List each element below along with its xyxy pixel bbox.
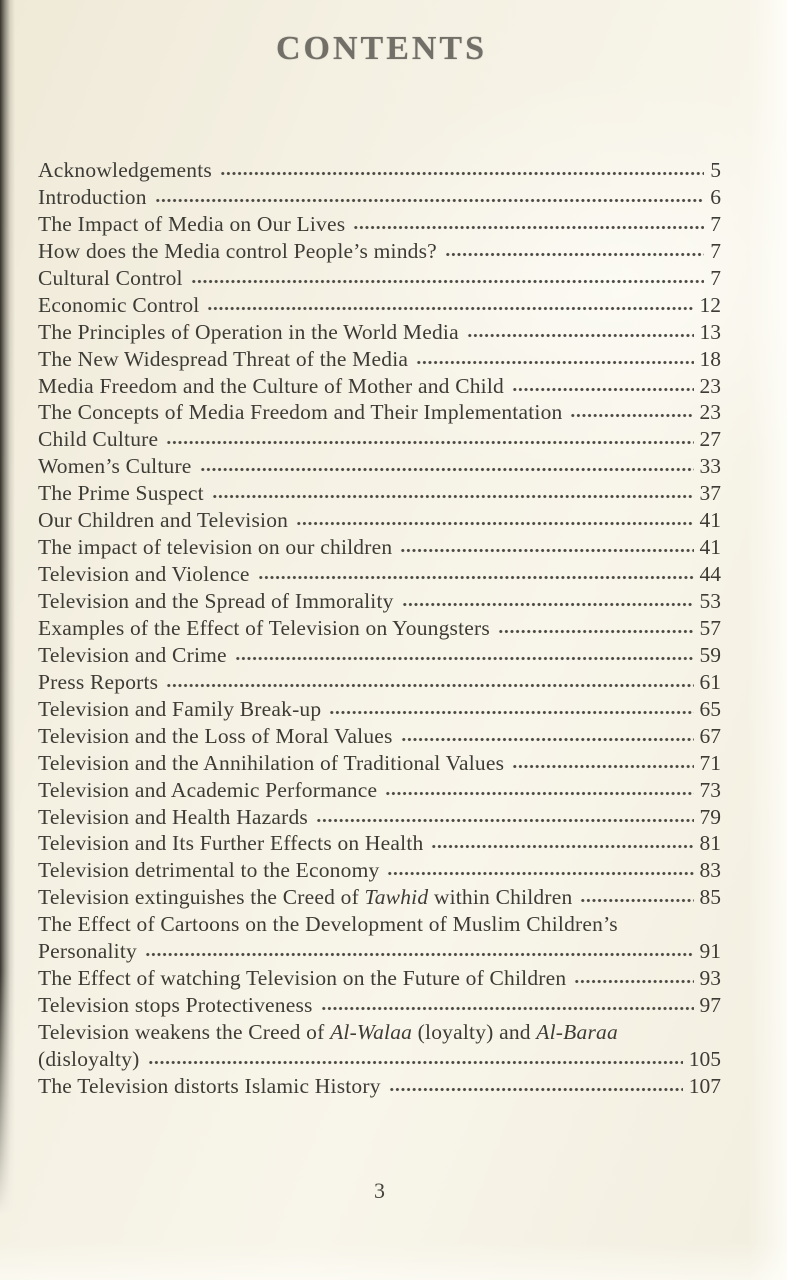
toc-row <box>38 884 721 911</box>
toc-page-number: 44 <box>699 562 721 587</box>
dot-leader <box>147 1047 683 1066</box>
toc-row <box>38 830 721 857</box>
toc-row <box>38 346 721 373</box>
toc-entry-segment: The New Widespread Threat of the Media <box>38 346 409 371</box>
toc-entry-segment: Television weakens the Creed of <box>38 1020 331 1044</box>
toc-entry-text <box>38 480 204 507</box>
toc-row <box>38 857 721 884</box>
toc-entry-segment: within Children <box>428 885 573 910</box>
toc-page-number: 71 <box>699 750 721 775</box>
toc-page-number: 23 <box>699 373 721 398</box>
toc-page-number: 65 <box>699 696 721 721</box>
dot-leader <box>388 1074 683 1093</box>
toc-page-number: 57 <box>699 615 721 640</box>
toc-row <box>38 642 721 669</box>
dot-leader <box>579 885 693 904</box>
dot-leader <box>430 831 693 850</box>
toc-page-number: 13 <box>699 319 721 344</box>
toc-entry-text <box>38 453 192 480</box>
toc-entry-segment: Television and Family Break-up <box>38 696 322 721</box>
toc-entry-segment: Introduction <box>38 184 147 209</box>
toc-row <box>38 777 721 804</box>
toc-entry-segment-italic: Tawhid <box>364 885 429 910</box>
toc-page-number: 6 <box>710 184 721 209</box>
toc-row <box>38 238 721 265</box>
toc-page-number: 12 <box>699 292 721 317</box>
toc-page-number: 53 <box>699 589 721 613</box>
dot-leader <box>234 643 694 662</box>
toc-entry-segment: Television and Its Further Effects on Health <box>38 831 424 856</box>
toc-row <box>38 157 721 184</box>
toc-entry-text <box>38 777 377 804</box>
toc-entry-segment: Examples of the Effect of Television on Youngsters <box>38 615 490 640</box>
toc-entry-segment: Economic Control <box>38 292 200 317</box>
toc-row <box>38 480 721 507</box>
toc-entry-segment: The impact of television on our children <box>38 535 393 560</box>
toc-row <box>38 453 721 480</box>
toc-entry-text <box>38 157 212 184</box>
toc-entry-segment: Television and the Annihilation of Traditional Values <box>38 750 505 775</box>
toc-entry-segment: Television detrimental to the Economy <box>38 858 380 883</box>
toc-row <box>38 426 721 453</box>
toc-row <box>38 965 721 992</box>
dot-leader <box>400 723 694 742</box>
toc-entry-text <box>38 426 158 453</box>
toc-entry-segment: Acknowledgements <box>38 158 212 182</box>
dot-leader <box>497 616 694 635</box>
dot-leader <box>315 804 694 823</box>
toc-entry-segment: Our Children and Television <box>38 508 289 533</box>
toc-page-number: 27 <box>699 427 721 452</box>
dot-leader <box>295 508 693 527</box>
toc-entry-text <box>38 1046 140 1073</box>
toc-entry-text <box>38 965 566 992</box>
toc-entry-segment: How does the Media control People’s minds? <box>38 238 437 263</box>
toc-entry-text <box>38 319 459 346</box>
dot-leader <box>320 993 694 1012</box>
toc-entry-text <box>38 642 227 669</box>
toc-row <box>38 265 721 292</box>
toc-page-number: 18 <box>699 346 721 371</box>
dot-leader <box>511 373 694 392</box>
toc-entry-text <box>38 804 308 831</box>
toc-page-number: 93 <box>699 966 721 991</box>
toc-entry-text <box>38 723 393 750</box>
toc-entry-segment: Child Culture <box>38 427 159 452</box>
toc-entry-segment: Press Reports <box>38 669 159 694</box>
toc-page-number: 5 <box>710 158 721 182</box>
toc-entry-text <box>38 588 394 615</box>
toc-entry-text <box>38 857 379 884</box>
toc-page-number: 91 <box>699 939 721 964</box>
toc-page-number: 107 <box>688 1073 721 1098</box>
toc-row <box>38 1073 721 1100</box>
toc-row <box>38 804 721 831</box>
toc-row <box>38 750 721 777</box>
toc-page-number: 61 <box>699 669 721 694</box>
toc-row <box>38 1046 721 1073</box>
toc-page-number: 41 <box>699 508 721 533</box>
toc-entry-text <box>38 1073 381 1100</box>
toc-entry-segment: Television and Academic Performance <box>38 777 378 802</box>
toc-row <box>38 184 721 211</box>
toc-entry-segment: Television and Health Hazards <box>38 804 308 829</box>
toc-entry-segment: Personality <box>38 939 137 964</box>
toc-row <box>38 561 721 588</box>
toc-row <box>38 938 721 965</box>
toc-entry-segment: Media Freedom and the Culture of Mother and Child <box>38 373 504 398</box>
toc-entry-text <box>38 292 199 319</box>
toc-entry-segment: Television stops Protectiveness <box>38 993 313 1018</box>
toc-page-number: 7 <box>710 211 721 236</box>
toc-entry-segment: Television and the Spread of Immorality <box>38 589 394 613</box>
dot-leader <box>386 858 693 877</box>
toc-entry-text <box>38 507 288 534</box>
toc-entry-segment: Television and the Loss of Moral Values <box>38 723 393 748</box>
dot-leader <box>569 400 693 419</box>
toc-page-number: 59 <box>699 642 721 667</box>
toc-entry-text <box>38 238 437 265</box>
toc-entry-segment: The Television distorts Islamic History <box>38 1073 381 1098</box>
toc-entry-text <box>38 938 137 965</box>
toc-page-number: 37 <box>699 481 721 506</box>
dot-leader <box>211 481 694 500</box>
toc-entry-segment: (disloyalty) <box>38 1046 140 1071</box>
toc-page-number: 33 <box>699 454 721 479</box>
dot-leader <box>144 939 694 958</box>
toc-entry-text <box>38 1019 618 1046</box>
toc-row <box>38 588 721 615</box>
toc-row <box>38 373 721 400</box>
toc-row <box>38 911 721 938</box>
toc-entry-segment: The Concepts of Media Freedom and Their Implementation <box>38 400 563 425</box>
toc-entry-text <box>38 992 313 1019</box>
toc-entry-text <box>38 211 345 238</box>
dot-leader <box>384 777 693 796</box>
scan-bottom-highlight <box>0 1238 787 1280</box>
toc-page-number: 105 <box>688 1046 721 1071</box>
dot-leader <box>154 185 705 204</box>
toc-row <box>38 292 721 319</box>
toc-row <box>38 723 721 750</box>
page-number: 3 <box>374 1178 385 1203</box>
toc-entry-text <box>38 830 423 857</box>
toc-entry-segment: Cultural Control <box>38 265 183 290</box>
dot-leader <box>199 454 694 473</box>
toc-page-number: 23 <box>699 400 721 425</box>
toc-entry-text <box>38 373 504 400</box>
dot-leader <box>444 238 704 257</box>
toc-entry-segment-italic: Al-Walaa <box>330 1020 413 1044</box>
toc-entry-segment-italic: Al-Baraa <box>536 1020 618 1044</box>
toc-entry-text <box>38 669 158 696</box>
toc-page-number: 81 <box>699 831 721 856</box>
scan-edge-highlight <box>741 0 787 1280</box>
dot-leader <box>401 589 694 608</box>
toc-entry-segment: The Principles of Operation in the World Media <box>38 319 459 344</box>
toc-entry-segment: The Impact of Media on Our Lives <box>38 211 346 236</box>
toc-entry-text <box>38 911 618 938</box>
toc-page-number: 73 <box>699 777 721 802</box>
toc-entry-segment: Television and Crime <box>38 642 227 667</box>
dot-leader <box>257 562 694 581</box>
toc-entry-text <box>38 534 392 561</box>
toc-entry-segment: The Effect of watching Television on the Future of Children <box>38 966 567 991</box>
dot-leader <box>466 319 694 338</box>
dot-leader <box>399 535 693 554</box>
table-of-contents <box>38 157 721 1100</box>
toc-row <box>38 669 721 696</box>
toc-page-number: 79 <box>699 804 721 829</box>
dot-leader <box>415 346 693 365</box>
toc-page-number: 67 <box>699 723 721 748</box>
toc-entry-text <box>38 561 250 588</box>
toc-row <box>38 1019 721 1046</box>
toc-entry-text <box>38 884 572 911</box>
toc-entry-text <box>38 696 321 723</box>
toc-entry-segment: Television extinguishes the Creed of <box>38 885 365 910</box>
dot-leader <box>165 427 693 446</box>
page-title: CONTENTS <box>275 30 488 67</box>
toc-entry-segment: Television and Violence <box>38 562 250 587</box>
toc-row <box>38 992 721 1019</box>
toc-row <box>38 211 721 238</box>
toc-page-number: 97 <box>699 993 721 1018</box>
toc-entry-text <box>38 184 147 211</box>
toc-entry-text <box>38 265 183 292</box>
dot-leader <box>219 158 704 177</box>
toc-entry-text <box>38 750 504 777</box>
toc-entry-text <box>38 615 490 642</box>
toc-entry-text <box>38 346 408 373</box>
dot-leader <box>190 265 705 284</box>
toc-page-number: 7 <box>710 265 721 290</box>
toc-entry-text <box>38 399 562 426</box>
dot-leader <box>206 292 693 311</box>
toc-row <box>38 615 721 642</box>
dot-leader <box>352 212 704 231</box>
toc-row <box>38 696 721 723</box>
toc-row <box>38 319 721 346</box>
toc-entry-segment: Women’s Culture <box>38 454 192 479</box>
scan-gutter-shadow <box>0 0 15 1215</box>
toc-row <box>38 399 721 426</box>
toc-entry-segment: (loyalty) and <box>412 1020 537 1044</box>
dot-leader <box>328 696 693 715</box>
dot-leader <box>165 669 693 688</box>
toc-row <box>38 507 721 534</box>
toc-entry-segment: The Prime Suspect <box>38 481 204 506</box>
dot-leader <box>573 966 693 985</box>
toc-row <box>38 534 721 561</box>
toc-page-number: 41 <box>699 535 721 560</box>
toc-page-number: 7 <box>710 238 721 263</box>
dot-leader <box>511 750 693 769</box>
toc-entry-segment: The Effect of Cartoons on the Development of Muslim Children’s <box>38 912 618 937</box>
toc-page-number: 83 <box>699 858 721 883</box>
toc-page-number: 85 <box>699 885 721 910</box>
